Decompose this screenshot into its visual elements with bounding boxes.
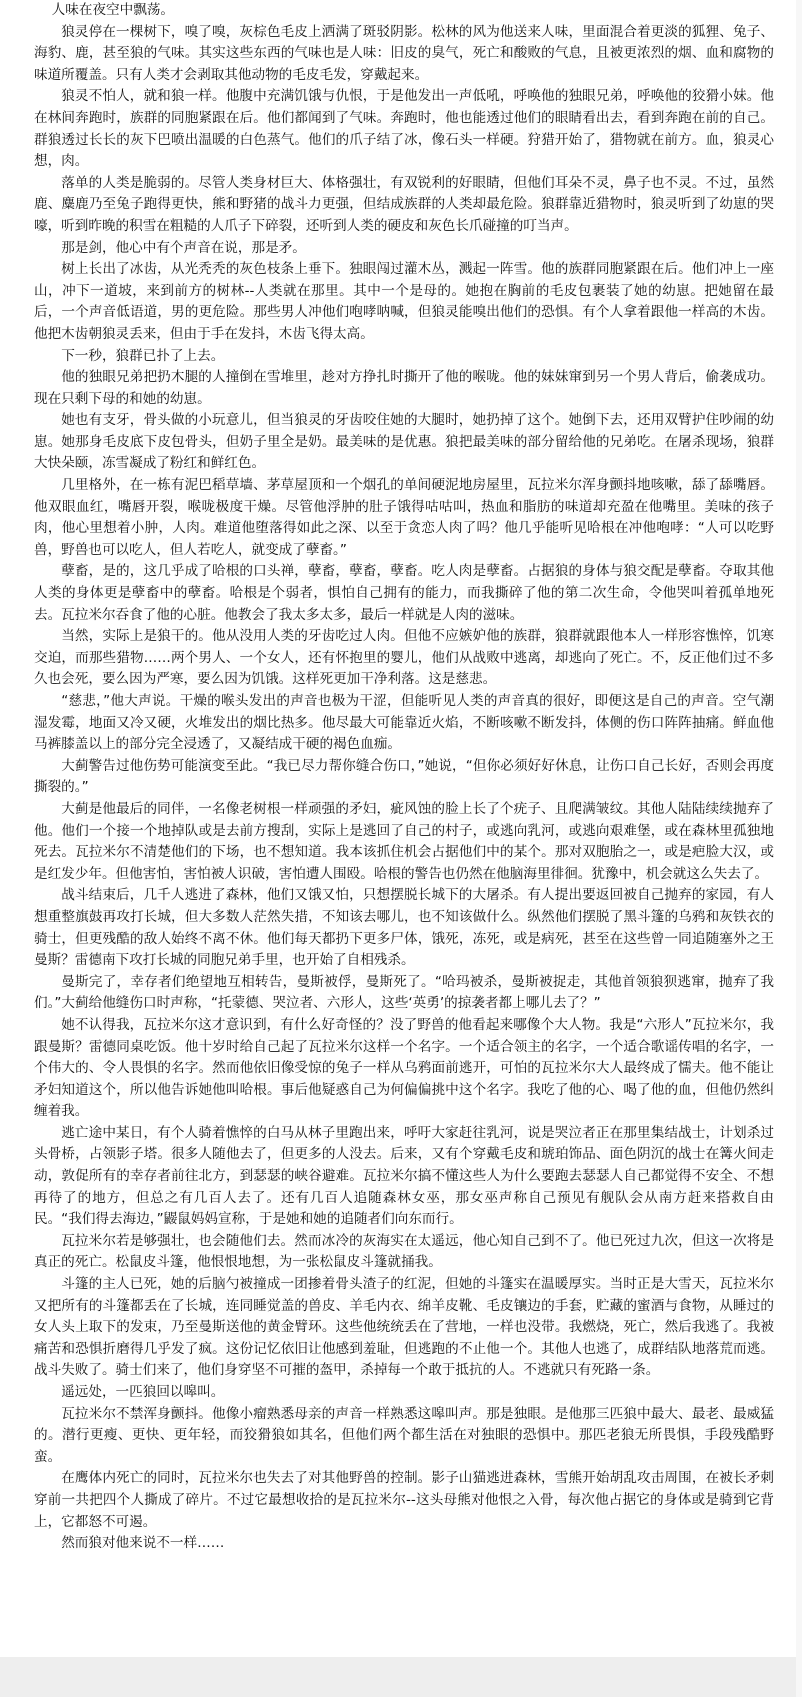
paragraph: 几里格外，在一栋有泥巴稻草墙、茅草屋顶和一个烟孔的单间硬泥地房屋里，瓦拉米尔浑身颤抖地咳嗽，舔了舔嘴唇。他双眼血红，嘴唇开裂，喉咙极度干燥。尽管他浮肿的肚子饿得咕咕叫，热血和脂肪的味道却充盈在他嘴里。美味的孩子肉，他心里想着小肿，人肉。难道他堕落得如此之深、以至于贪恋人肉了吗？他几乎能听见哈根在冲他咆哮：“人可以吃野兽，野兽也可以吃人，但人若吃人，就变成了孽畜。” xyxy=(34,477,774,558)
paragraph: 逃亡途中某日，有个人骑着憔悴的白马从林子里跑出来，呼吁大家赶往乳河，说是哭泣者正在那里集结战士，计划杀过头骨桥，占领影子塔。很多人随他去了，但更多的人没去。后来，又有个穿戴毛皮和琥珀饰品、面色阴沉的战士在篝火间走动，敦促所有的幸存者前往北方，到瑟瑟的峡谷避难。瓦拉米尔搞不懂这些人为什么要跑去瑟瑟人自己都觉得不安全、不想再待了的地方，但总之有几百人去了。还有几百人追随森林女巫，那女巫声称自己预见有舰队会从南方赶来搭救自由民。“我们得去海边，”鼹鼠妈妈宣称，于是她和她的追随者们向东而行。 xyxy=(34,1124,774,1228)
paragraph: 大蓟是他最后的同伴，一名像老树根一样顽强的矛妇，疵风蚀的脸上长了个疣子、且爬满皱纹。其他人陆陆续续抛弃了他。他们一个接一个地掉队或是去前方搜刮，实际上是逃回了自己的村子，或逃向乳河，或逃向艰难堡，或在森林里孤独地死去。瓦拉米尔不清楚他们的下场，也不想知道。我本该抓住机会占据他们中的某个。那对双胞胎之一，或是疤脸大汉，或是红发少年。但他害怕，害怕被人识破，害怕遭人围殴。哈根的警告也仍然在他脑海里徘徊。犹豫中，机会就这么失去了。 xyxy=(34,800,774,882)
paragraph: 落单的人类是脆弱的。尽管人类身材巨大、体格强壮，有双锐利的好眼睛，但他们耳朵不灵，鼻子也不灵。不过，虽然鹿、麋鹿乃至兔子跑得更快，熊和野猪的战斗力更强，但结成族群的人类却最危险。狼群靠近猎物时，狼灵听到了幼崽的哭嚎，听到昨晚的积雪在粗糙的人爪子下碎裂，还听到人类的硬皮和灰色长爪碰撞的叮当声。 xyxy=(34,174,774,234)
page-bottom-margin xyxy=(0,1657,802,1697)
paragraph: 瓦拉米尔不禁浑身颤抖。他像小瘤熟悉母亲的声音一样熟悉这嗥叫声。那是独眼。是他那三匹狼中最大、最老、最威猛的。潜行更瘦、更快、更年轻，而狡猾狼如其名，但他们两个都生活在对独眼的恐惧中。那匹老狼无所畏惧，手段残酷野蛮。 xyxy=(34,1405,774,1465)
paragraph: 那是剑，他心中有个声音在说，那是矛。 xyxy=(61,239,306,256)
paragraph: 大蓟警告过他伤势可能演变至此。“我已尽力帮你缝合伤口，”她说，“但你必须好好休息，让伤口自己长好，否则会再度撕裂的。” xyxy=(34,757,774,796)
paragraph: 狼灵不怕人，就和狼一样。他腹中充满饥饿与仇恨，于是他发出一声低吼，呼唤他的独眼兄弟，呼唤他的狡猾小妹。他在林间奔跑时，族群的同胞紧跟在后。他们都闻到了气味。奔跑时，他也能透过他们的眼睛看出去，看到奔跑在前的自己。群狼透过长长的灰下巴喷出温暖的白色蒸气。他们的爪子结了冰，像石头一样硬。狩猎开始了，猎物就在前方。血，狼灵心想，肉。 xyxy=(34,88,774,170)
paragraph: 战斗结束后，几千人逃进了森林，他们又饿又怕，只想摆脱长城下的大屠杀。有人提出要返回被自己抛弃的家园，有人想重整旗鼓再攻打长城，但大多数人茫然失措，不知该去哪儿，也不知该做什么。纵然他们摆脱了黑斗篷的乌鸦和灰铁衣的骑士，但更残酷的敌人始终不离不休。他们每天都扔下更多尸体，饿死，冻死，或是病死，甚至在这些曾一同追随塞外之王曼斯？雷德南下攻打长城的同胞兄弟手里，也开始了自相残杀。 xyxy=(34,887,774,969)
paragraph: 斗篷的主人已死，她的后脑勺被撞成一团掺着骨头渣子的红泥，但她的斗篷实在温暖厚实。当时正是大雪天，瓦拉米尔又把所有的斗篷都丢在了长城，连同睡觉盖的兽皮、羊毛内衣、绵羊皮靴、毛皮镶边的手套，贮藏的蜜酒与食物，从睡过的女人头上取下的发束，乃至曼斯送他的黄金臂环。这些他统统丢在了营地，一样也没带。我燃烧，死亡，然后我逃了。我被痛苦和恐惧折磨得几乎发了疯。这份记忆依旧让他感到羞耻，但逃跑的不止他一个。其他人也逃了，成群结队地落荒而逃。战斗失败了。骑士们来了，他们身穿坚不可摧的盔甲，杀掉每一个敢于抵抗的人。不逃就只有死路一条。 xyxy=(34,1276,774,1379)
paragraph: “慈悲，”他大声说。干燥的喉头发出的声音也极为干涩，但能听见人类的声音真的很好，即便这是自己的声音。空气潮湿发霉，地面又冷又硬，火堆发出的烟比热多。他尽最大可能靠近火焰，不断咳嗽不断发抖，体侧的伤口阵阵抽痛。鲜血他马裤膝盖以上的部分完全浸透了，又凝结成干硬的褐色血痂。 xyxy=(34,693,774,753)
paragraph: 她也有支牙，骨头做的小玩意儿，但当狼灵的牙齿咬住她的大腿时，她扔掉了这个。她倒下去，还用双臂护住吵闹的幼崽。她那身毛皮底下皮包骨头，但奶子里全是奶。最美味的是优惠。狼把最美味的部分留给他的兄弟吃。在屠杀现场，狼群大快朵颐，冻雪凝成了粉红和鲜红色。 xyxy=(34,412,774,472)
paragraph: 然而狼对他来说不一样…… xyxy=(61,1535,225,1552)
scrollbar-track[interactable] xyxy=(796,0,802,1697)
paragraph: 在鹰体内死亡的同时，瓦拉米尔也失去了对其他野兽的控制。影子山猫逃进森林，雪熊开始胡乱攻击周围，在被长矛刺穿前一共把四个人撕成了碎片。不过它最想收拾的是瓦拉米尔--这头母熊对他恨之入骨，每次他占据它的身体或是骑到它背上，它都怒不可遏。 xyxy=(34,1470,774,1530)
paragraph: 曼斯完了，幸存者们绝望地互相转告，曼斯被俘，曼斯死了。“哈玛被杀，曼斯被捉走，其他首领狼狈逃窜，抛弃了我们。”大蓟给他缝伤口时声称，“托蒙德、哭泣者、六形人，这些‘英勇’的掠袭者都上哪儿去了？” xyxy=(34,973,774,1012)
paragraph: 狼灵停在一棵树下，嗅了嗅，灰棕色毛皮上洒满了斑驳阴影。松林的风为他送来人味，里面混合着更淡的狐狸、兔子、海豹、鹿，甚至狼的气味。其实这些东西的气味也是人味：旧皮的臭气，死亡和酸败的气息，且被更浓烈的烟、血和腐物的味道所覆盖。只有人类才会剥取其他动物的毛皮毛发，穿戴起来。 xyxy=(34,23,774,83)
paragraph: 人味在夜空中飘荡。 xyxy=(51,2,175,18)
paragraph: 下一秒，狼群已扑了上去。 xyxy=(61,347,225,364)
paragraph: 他的独眼兄弟把扔木腿的人撞倒在雪堆里，趁对方挣扎时撕开了他的喉咙。他的妹妹窜到另一个男人背后，偷袭成功。现在只剩下母的和她的幼崽。 xyxy=(34,369,774,407)
paragraph: 孽畜，是的，这几乎成了哈根的口头禅，孽畜，孽畜，孽畜。吃人肉是孽畜。占据狼的身体与狼交配是孽畜。夺取其他人类的身体更是孽畜中的孽畜。哈根是个弱者，惧怕自己拥有的能力，而我撕碎了他的第二次生命，令他哭叫着孤单地死去。瓦拉米尔吞食了他的心脏。他教会了我太多太多，最后一样就是人肉的滋味。 xyxy=(34,563,774,623)
paragraph: 瓦拉米尔若是够强壮，也会随他们去。然而冰冷的灰海实在太遥远，他心知自己到不了。他已死过九次，但这一次将是真正的死亡。松鼠皮斗篷，他恨恨地想，为一张松鼠皮斗篷就捅我。 xyxy=(34,1232,774,1271)
paragraph: 她不认得我，瓦拉米尔这才意识到，有什么好奇怪的？没了野兽的他看起来哪像个大人物。我是“六形人”瓦拉米尔，我跟曼斯？雷德同桌吃饭。他十岁时给自己起了瓦拉米尔这样一个名字。一个适合领主的名字，一个适合歌谣传唱的名字，一个伟大的、令人畏惧的名字。然而他依旧像受惊的兔子一样从乌鸦面前逃开，可怕的瓦拉米尔大人最终成了懦夫。他不能让矛妇知道这个，所以他告诉她他叫哈根。事后他疑惑自己为何偏偏挑中这个名字。我吃了他的心、喝了他的血，但他仍然纠缠着我。 xyxy=(34,1016,774,1120)
document-body xyxy=(34,0,774,1555)
paragraph: 树上长出了冰齿，从光秃秃的灰色枝条上垂下。独眼闯过灌木丛，溅起一阵雪。他的族群同胞紧跟在后。他们冲上一座山，冲下一道坡，来到前方的树林--人类就在那里。其中一个是母的。她抱在胸前的毛皮包裹装了她的幼崽。把她留在最后，一个声音低语道，男的更危险。那些男人冲他们咆哮呐喊，但狼灵能嗅出他们的恐惧。有个人拿着跟他一样高的木齿。他把木齿朝狼灵丢来，但由于手在发抖，木齿飞得太高。 xyxy=(34,261,774,342)
paragraph: 当然，实际上是狼干的。他从没用人类的牙齿吃过人肉。但他不应嫉妒他的族群，狼群就跟他本人一样形容憔悴，饥寒交迫，而那些猎物……两个男人、一个女人，还有怀抱里的婴儿，他们从战败中逃离，却逃向了死亡。不，反正他们过不多久也会死，要么因为严寒，要么因为饥饿。这样死更加干净利落。这是慈悲。 xyxy=(34,628,774,688)
paragraph: 遥远处，一匹狼回以嗥叫。 xyxy=(61,1384,225,1400)
